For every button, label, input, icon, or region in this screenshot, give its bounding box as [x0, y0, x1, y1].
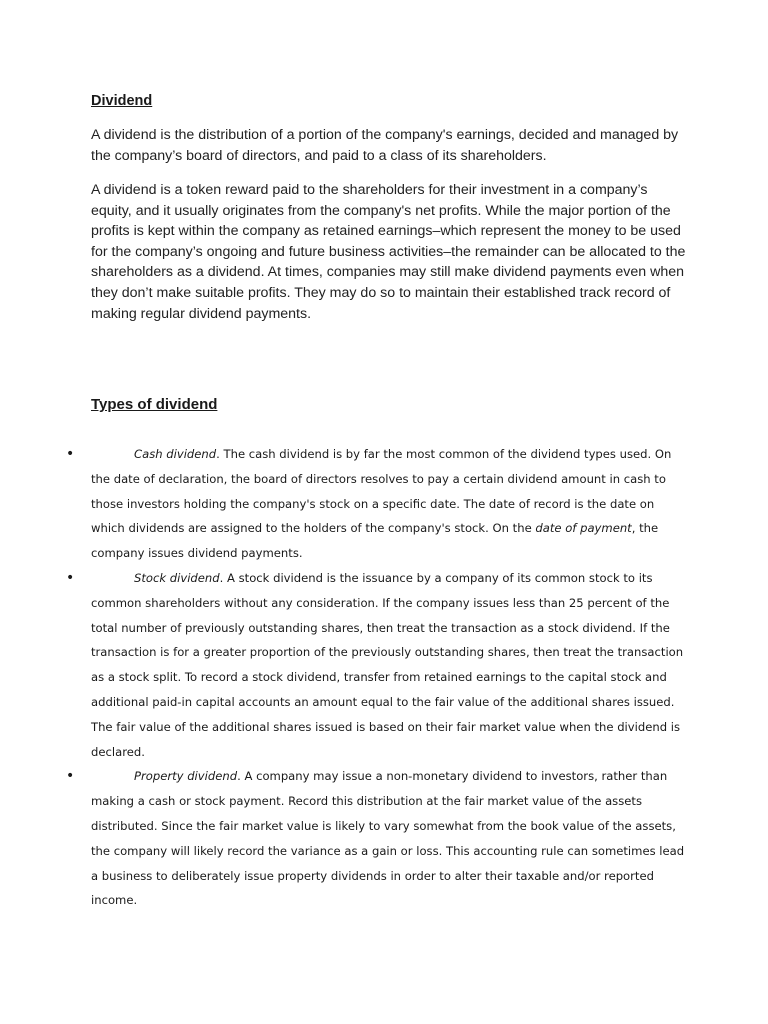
- dividend-types-list: [0, 442, 768, 913]
- bullet-icon: •: [66, 768, 75, 785]
- explanation-paragraph: A dividend is a token reward paid to the shareholders for their investment in a company’s equity, and it usually originates from the company's net profits. While the major portion of the profits is kept within the company as retained earnings–which represent the money to be used for the company’s ongoing and future business activities–the remainder can be allocated to the shareholders as a dividend. At times, companies may still make dividend payments even when they don’t make suitable profits. They may do so to maintain their established track record of making regular dividend payments.: [91, 182, 686, 322]
- item-emphasis: date of payment: [535, 521, 632, 536]
- item-text-end: , the company issues dividend payments.: [91, 521, 659, 561]
- list-item-cash-dividend: [0, 442, 691, 566]
- item-text: . A stock dividend is the issuance by a company of its common stock to its common shareholders without any consideration. If the company issues less than 25 percent of the total number of previously outstanding shares, then treat the transaction as a stock dividend. If the transaction is for a greater proportion of the previously outstanding shares, then treat the transaction as a stock split. To record a stock dividend, transfer from retained earnings to the capital stock and additional paid-in capital accounts an amount equal to the fair value of the additional shares issued. The fair value of the additional shares issued is based on their fair market value when the dividend is declared.: [91, 570, 684, 759]
- section-title-types: Types of dividend: [91, 396, 218, 413]
- list-item-property-dividend: [0, 764, 691, 913]
- list-item-stock-dividend: [0, 566, 691, 764]
- term-cash-dividend: Cash dividend: [134, 447, 217, 461]
- item-text: . The cash dividend is by far the most common of the dividend types used. On the date of declaration, the board of directors resolves to pay a certain dividend amount in cash to those investors holding the company's stock on a specific date. The date of record is the date on which dividends are assigned to the holders of the company's stock. On the: [91, 447, 672, 536]
- definition-paragraph: A dividend is the distribution of a portion of the company's earnings, decided and managed by the company’s board of directors, and paid to a class of its shareholders.: [91, 127, 679, 164]
- bullet-icon: •: [66, 446, 75, 462]
- term-property-dividend: Property dividend: [134, 769, 238, 784]
- section-title-dividend: Dividend: [91, 93, 153, 109]
- term-stock-dividend: Stock dividend: [134, 570, 220, 585]
- item-text: . A company may issue a non-monetary dividend to investors, rather than making a cash or stock payment. Record this distribution at the fair market value of the assets distributed. Since the fair market value is likely to vary somewhat from the book value of the assets, the company will likely record the variance as a gain or loss. This accounting rule can sometimes lead a business to deliberately issue property dividends in order to alter their taxable and/or reported income.: [91, 769, 685, 908]
- bullet-icon: •: [66, 569, 75, 586]
